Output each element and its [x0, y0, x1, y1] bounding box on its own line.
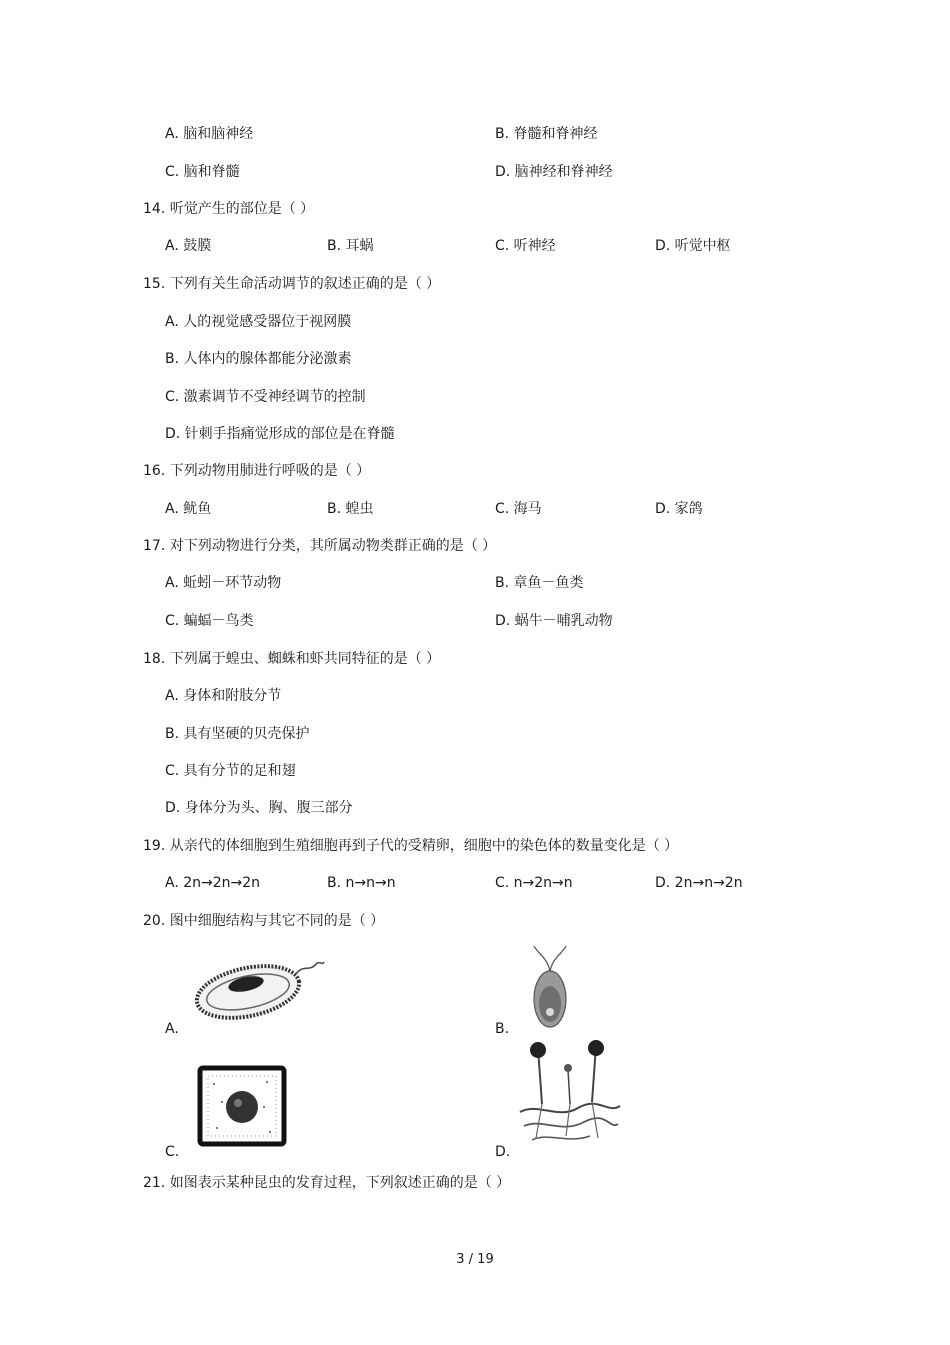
bacterium-cell-image	[188, 952, 328, 1027]
plant-cell-image	[192, 1062, 290, 1150]
q18-option-d: D. 身体分为头、胸、腹三部分	[165, 800, 353, 816]
q16-option-a: A. 鱿鱼	[165, 501, 212, 517]
q20-option-b-label: B.	[495, 1021, 510, 1037]
page-number: 3 / 19	[456, 1252, 494, 1267]
q16-option-c: C. 海马	[495, 501, 542, 517]
q19-option-b: B. n→n→n	[327, 875, 396, 891]
q14-option-d: D. 听觉中枢	[655, 238, 731, 254]
q16-stem: 16. 下列动物用肺进行呼吸的是（ ）	[143, 463, 371, 479]
q21-stem: 21. 如图表示某种昆虫的发育过程，下列叙述正确的是（ ）	[143, 1175, 511, 1191]
q15-option-c: C. 激素调节不受神经调节的控制	[165, 389, 366, 405]
q19-stem: 19. 从亲代的体细胞到生殖细胞再到子代的受精卵，细胞中的染色体的数量变化是（ ）	[143, 838, 679, 854]
mold-hyphae-image	[518, 1040, 622, 1150]
q20-option-a-label: A.	[165, 1021, 179, 1037]
q14-stem: 14. 听觉产生的部位是（ ）	[143, 201, 315, 217]
q18-option-b: B. 具有坚硬的贝壳保护	[165, 726, 310, 742]
q20-option-d-label: D.	[495, 1144, 511, 1160]
q18-stem: 18. 下列属于蝗虫、蜘蛛和虾共同特征的是（ ）	[143, 651, 441, 667]
q19-option-d: D. 2n→n→2n	[655, 875, 743, 891]
q19-option-a: A. 2n→2n→2n	[165, 875, 261, 891]
q17-option-d: D. 蜗牛－哺乳动物	[495, 613, 613, 629]
q13-option-a: A. 脑和脑神经	[165, 126, 254, 142]
q16-option-b: B. 蝗虫	[327, 501, 374, 517]
q18-option-a: A. 身体和附肢分节	[165, 688, 282, 704]
q17-option-b: B. 章鱼－鱼类	[495, 575, 584, 591]
q13-option-c: C. 脑和脊髓	[165, 164, 240, 180]
q19-option-c: C. n→2n→n	[495, 875, 573, 891]
q15-option-b: B. 人体内的腺体都能分泌激素	[165, 351, 352, 367]
q18-option-c: C. 具有分节的足和翅	[165, 763, 296, 779]
q13-option-b: B. 脊髓和脊神经	[495, 126, 598, 142]
q14-option-c: C. 听神经	[495, 238, 556, 254]
q20-option-c-label: C.	[165, 1144, 180, 1160]
q15-stem: 15. 下列有关生命活动调节的叙述正确的是（ ）	[143, 276, 441, 292]
q14-option-a: A. 鼓膜	[165, 238, 212, 254]
q17-option-c: C. 蝙蝠－鸟类	[165, 613, 254, 629]
q16-option-d: D. 家鸽	[655, 501, 703, 517]
q17-stem: 17. 对下列动物进行分类，其所属动物类群正确的是（ ）	[143, 538, 497, 554]
q20-stem: 20. 图中细胞结构与其它不同的是（ ）	[143, 913, 385, 929]
chlamydomonas-cell-image	[520, 944, 580, 1034]
q15-option-d: D. 针刺手指痛觉形成的部位是在脊髓	[165, 426, 395, 442]
q14-option-b: B. 耳蜗	[327, 238, 374, 254]
q13-option-d: D. 脑神经和脊神经	[495, 164, 613, 180]
q15-option-a: A. 人的视觉感受器位于视网膜	[165, 314, 352, 330]
q17-option-a: A. 蚯蚓－环节动物	[165, 575, 282, 591]
